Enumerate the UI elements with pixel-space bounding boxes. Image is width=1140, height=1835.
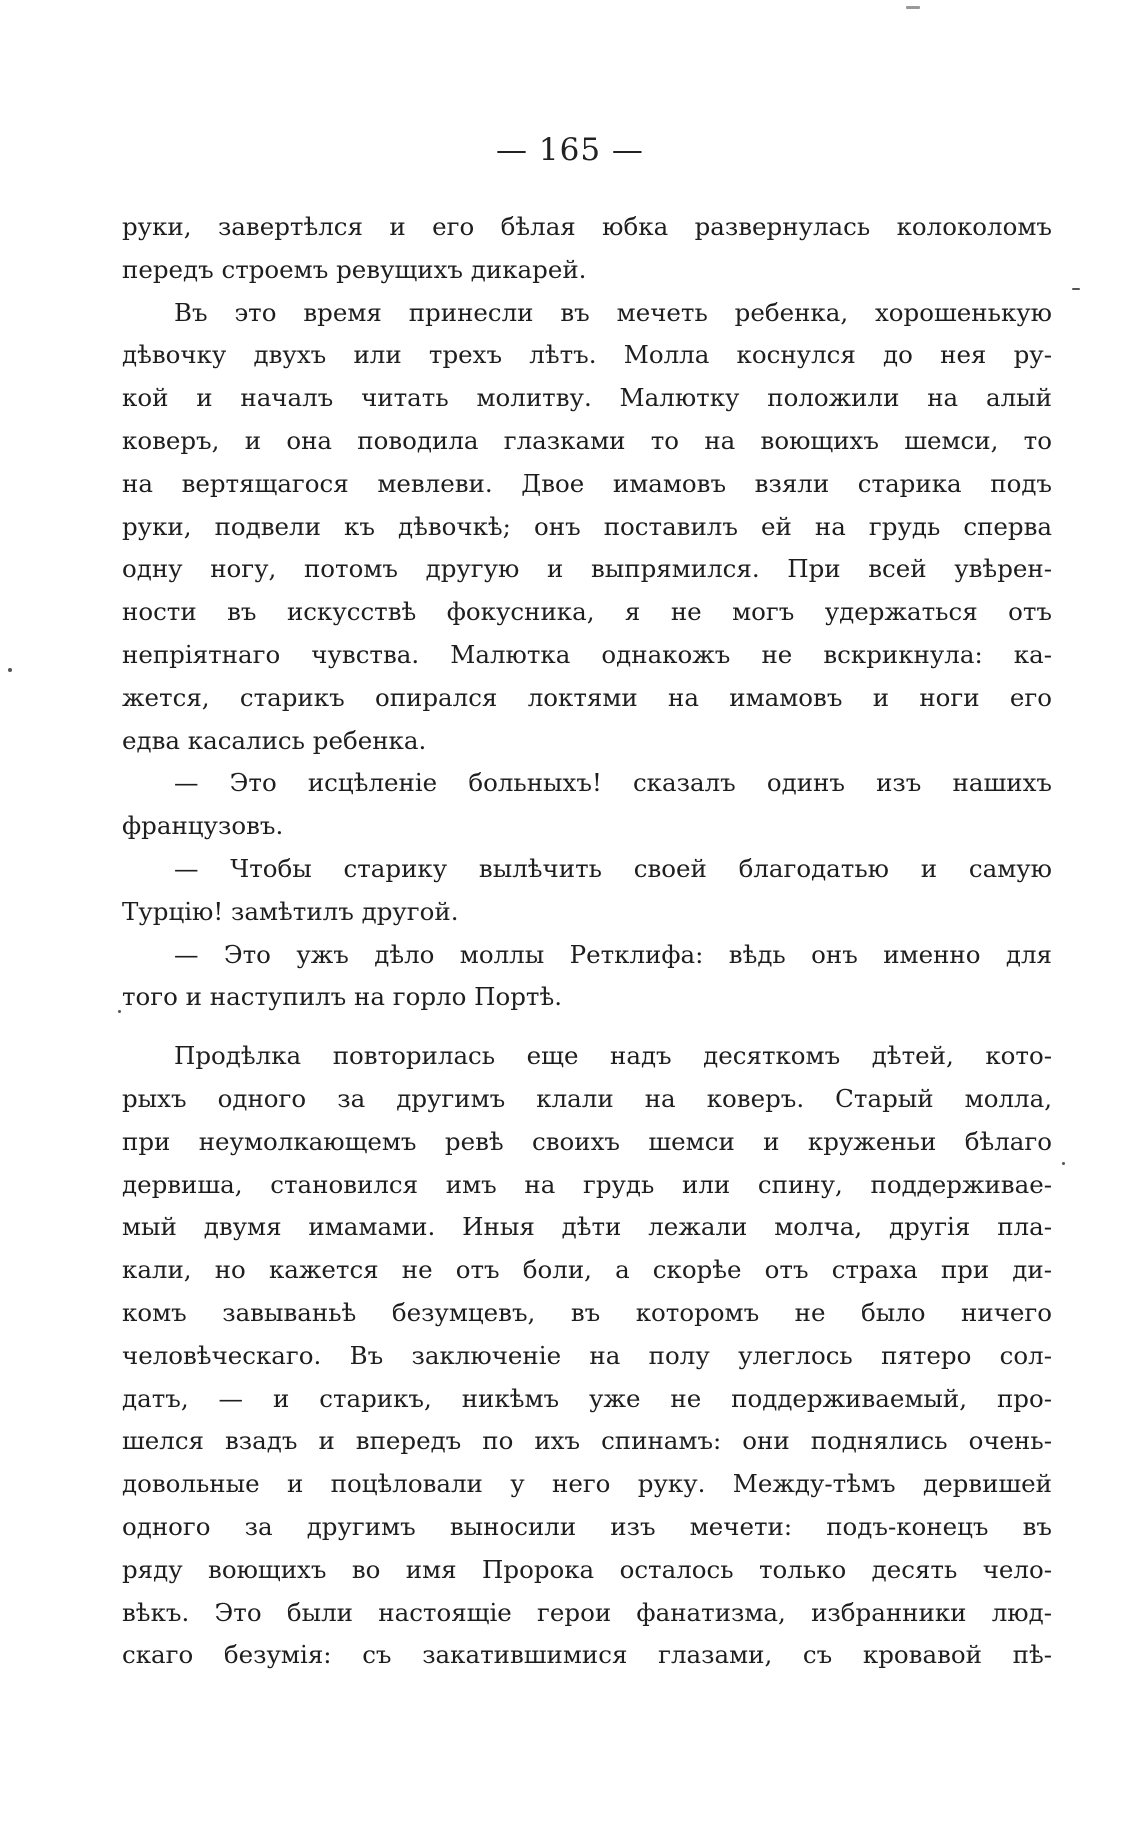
text-line: передъ строемъ ревущихъ дикарей. [122,254,587,284]
dialogue-line [122,848,1052,934]
section-gap [122,1019,1052,1035]
text-line: комъ завываньѣ безумцевъ, въ которомъ не было ничего [122,1297,1052,1327]
text-line: рыхъ одного за другимъ клали на коверъ. Старый молла, [122,1083,1052,1113]
text-line: при неумолкающемъ ревѣ своихъ шемси и круженьи бѣлаго [122,1126,1052,1156]
text-line: кали, но кажется не отъ боли, а скорѣе отъ страха при ди- [122,1255,1052,1285]
text-line: Турцію! замѣтилъ другой. [122,896,459,926]
text-line: коверъ, и она поводила глазками то на воющихъ шемси, то [122,425,1052,455]
text-line: едва касались ребенка. [122,725,427,755]
text-line: — Это исцѣленіе больныхъ! сказалъ одинъ изъ нашихъ [174,768,1052,798]
text-line: жется, старикъ опирался локтями на имамовъ и ноги его [122,682,1052,712]
paragraph [122,206,1052,292]
text-line: руки, подвели къ дѣвочкѣ; онъ поставилъ ей на грудь сперва [122,511,1052,541]
scan-speck [906,6,920,9]
body-text [122,206,1052,1677]
text-line: на вертящагося мевлеви. Двое имамовъ взяли старика подъ [122,468,1052,498]
scan-speck [8,668,12,672]
text-line: скаго безумія: съ закатившимися глазами, съ кровавой пѣ- [122,1640,1052,1670]
page-number: — 165 — [496,132,644,168]
text-line: шелся взадъ и впередъ по ихъ спинамъ: они поднялись очень- [122,1426,1052,1456]
text-line: — Чтобы старику вылѣчить своей благодатью и самую [174,853,1052,883]
text-line: непріятнаго чувства. Малютка однакожъ не вскрикнула: ка- [122,639,1052,669]
text-line: дервиша, становился имъ на грудь или спину, поддерживае- [122,1169,1052,1199]
text-line: кой и началъ читать молитву. Малютку положили на алый [122,383,1052,413]
text-line: довольные и поцѣловали у него руку. Между-тѣмъ дервишей [122,1469,1052,1499]
text-line: одного за другимъ выносили изъ мечети: подъ-конецъ въ [122,1511,1052,1541]
text-line: вѣкъ. Это были настоящіе герои фанатизма, избранники люд- [122,1597,1052,1627]
scan-speck [1062,1162,1065,1165]
text-line: датъ, — и старикъ, никѣмъ уже не поддерживаемый, про- [122,1383,1052,1413]
text-line: Продѣлка повторилась еще надъ десяткомъ дѣтей, кото- [174,1041,1052,1071]
dialogue-line [122,762,1052,848]
text-line: ности въ искусствѣ фокусника, я не могъ удержаться отъ [122,597,1052,627]
text-line: Въ это время принесли въ мечеть ребенка, хорошенькую [174,297,1052,327]
text-line: мый двумя имамами. Иныя дѣти лежали молча, другія пла- [122,1212,1052,1242]
paragraph [122,1035,1052,1677]
dialogue-line [122,934,1052,1020]
text-line: того и наступилъ на горло Портѣ. [122,982,563,1012]
text-line: одну ногу, потомъ другую и выпрямился. При всей увѣрен- [122,554,1052,584]
scan-speck [118,1010,121,1013]
text-line: — Это ужъ дѣло моллы Ретклифа: вѣдь онъ именно для [174,939,1052,969]
text-line: ряду воющихъ во имя Пророка осталось только десять чело- [122,1554,1052,1584]
text-line: французовъ. [122,811,284,841]
scan-speck [1072,288,1080,290]
text-line: руки, завертѣлся и его бѣлая юбка развернулась колоколомъ [122,212,1052,241]
text-line: человѣческаго. Въ заключеніе на полу улеглось пятеро сол- [122,1340,1052,1370]
text-line: дѣвочку двухъ или трехъ лѣтъ. Молла коснулся до нея ру- [122,340,1052,370]
paragraph [122,292,1052,763]
